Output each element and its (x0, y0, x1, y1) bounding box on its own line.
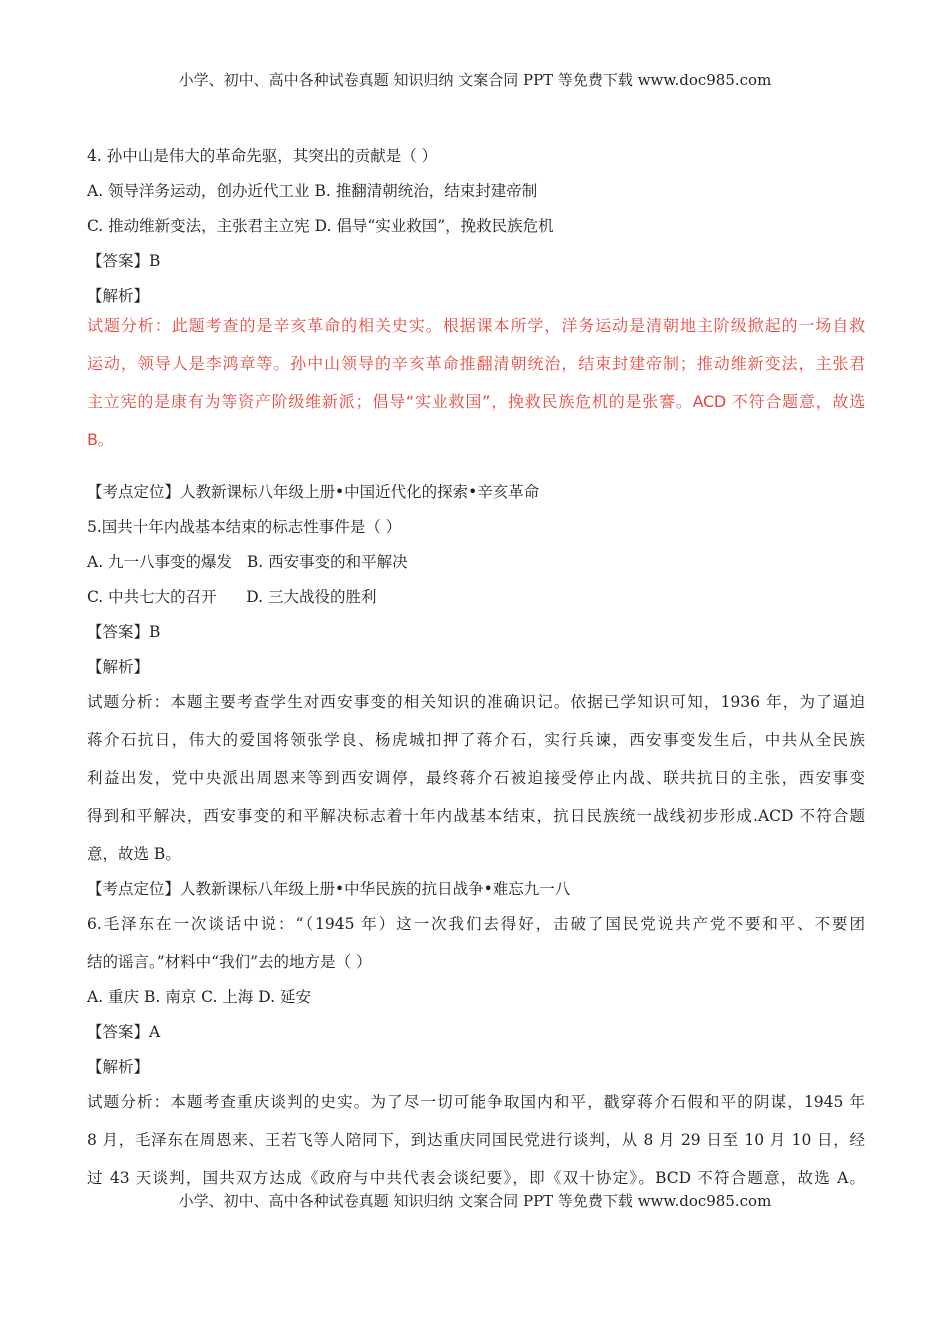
analysis-line: 利益出发，党中央派出周恩来等到西安调停，最终蒋介石被迫接受停止内战、联共抗日的主张，西安事变 (87, 769, 865, 787)
analysis-line: 得到和平解决，西安事变的和平解决标志着十年内战基本结束，抗日民族统一战线初步形成.ACD 不符合题 (87, 807, 865, 825)
analysis-line: 8 月，毛泽东在周恩来、王若飞等人陪同下，到达重庆同国民党进行谈判，从 8 月 29 日至 10 月 10 日，经 (87, 1131, 865, 1149)
analysis-line: 过 43 天谈判，国共双方达成《政府与中共代表会谈纪要》，即《双十协定》。BCD 不符合题意，故选 A。 (87, 1169, 865, 1187)
options-line: C. 推动维新变法，主张君主立宪 D. 倡导“实业救国”，挽救民族危机 (87, 217, 554, 235)
analysis-line: 运动，领导人是李鸿章等。孙中山领导的辛亥革命推翻清朝统治，结束封建帝制；推动维新变法，主张君 (87, 354, 865, 373)
kaodian: 【考点定位】人教新课标八年级上册•中国近代化的探索•辛亥革命 (87, 483, 540, 501)
analysis-line: 试题分析：本题主要考查学生对西安事变的相关知识的准确识记。依据已学知识可知，1936 年，为了逼迫 (87, 693, 865, 711)
analysis-line: 蒋介石抗日，伟大的爱国将领张学良、杨虎城扣押了蒋介石，实行兵谏，西安事变发生后，中共从全民族 (87, 731, 865, 749)
analysis-label: 【解析】 (87, 1058, 150, 1076)
answer: 【答案】A (87, 1023, 161, 1041)
answer: 【答案】B (87, 252, 161, 270)
analysis-label: 【解析】 (87, 287, 150, 305)
page-footer: 小学、初中、高中各种试卷真题 知识归纳 文案合同 PPT 等免费下载 www.doc985.com (178, 1192, 772, 1210)
page-header: 小学、初中、高中各种试卷真题 知识归纳 文案合同 PPT 等免费下载 www.doc985.com (178, 71, 772, 89)
options-line: A. 九一八事变的爆发 B. 西安事变的和平解决 (87, 553, 408, 571)
options-line: A. 领导洋务运动，创办近代工业 B. 推翻清朝统治，结束封建帝制 (87, 182, 538, 200)
analysis-line: B。 (87, 430, 114, 449)
analysis-line: 试题分析：此题考查的是辛亥革命的相关史实。根据课本所学，洋务运动是清朝地主阶级掀起的一场自救 (87, 316, 865, 335)
kaodian: 【考点定位】人教新课标八年级上册•中华民族的抗日战争•难忘九一八 (87, 880, 571, 898)
analysis-label: 【解析】 (87, 658, 150, 676)
analysis-line: 试题分析：本题考查重庆谈判的史实。为了尽一切可能争取国内和平，戳穿蒋介石假和平的阴谋，1945 年 (87, 1093, 865, 1111)
options-line: C. 中共七大的召开 D. 三大战役的胜利 (87, 588, 377, 606)
question-text: 结的谣言。”材料中“我们”去的地方是（ ） (87, 953, 372, 971)
analysis-line: 意，故选 B。 (87, 845, 181, 863)
answer: 【答案】B (87, 623, 161, 641)
options-line: A. 重庆 B. 南京 C. 上海 D. 延安 (87, 988, 311, 1006)
analysis-line: 主立宪的是康有为等资产阶级维新派；倡导“实业救国”，挽救民族危机的是张謇。ACD 不符合题意，故选 (87, 392, 865, 411)
question-text: 4. 孙中山是伟大的革命先驱，其突出的贡献是（ ） (87, 147, 438, 165)
question-text: 6.毛泽东在一次谈话中说：“（1945 年）这一次我们去得好，击破了国民党说共产党不要和平、不要团 (87, 915, 865, 933)
question-text: 5.国共十年内战基本结束的标志性事件是（ ） (87, 518, 402, 536)
